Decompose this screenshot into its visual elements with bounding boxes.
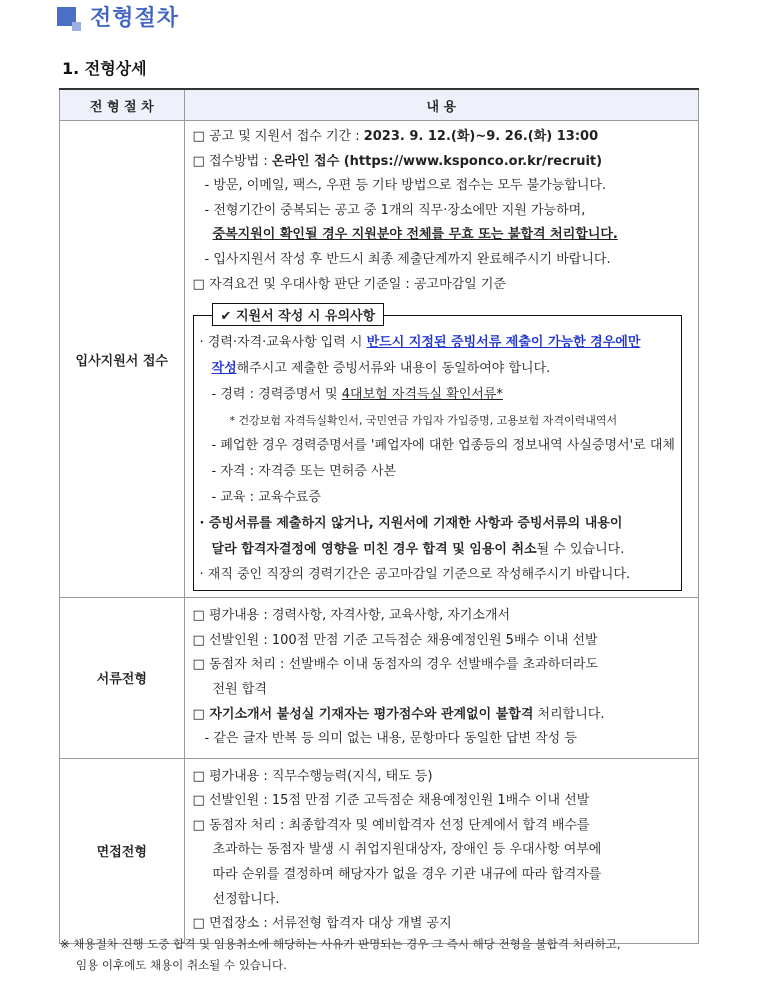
stage-label-document-screening: 서류전형 [60,598,185,759]
list-item: □ 접수방법 : 온라인 접수 (https://www.ksponco.or.kr/recruit) [192,153,603,169]
footnote-line-1: ※ 채용절차 진행 도중 합격 및 임용취소에 해당하는 사유가 판명되는 경우 그 즉시 해당 전형을 불합격 처리하고, [60,937,621,951]
page-title-block [57,0,179,32]
footnote-line-2: 임용 이후에도 채용이 취소될 수 있습니다. [76,958,287,972]
list-item: □ 선발인원 : 100점 만점 기준 고득점순 채용예정인원 5배수 이내 선발 [192,632,598,648]
page-title: 전형절차 [90,5,180,31]
list-item: 전원 합격 [212,681,267,697]
list-item: □ 평가내용 : 경력사항, 자격사항, 교육사항, 자기소개서 [192,608,511,624]
list-item: · 경력·자격·교육사항 입력 시 반드시 지정된 증빙서류 제출이 가능한 경우에만 [199,335,641,351]
list-item: 달라 합격자결정에 영향을 미친 경우 합격 및 임용이 취소될 수 있습니다. [211,541,625,557]
recruit-url: (https://www.ksponco.or.kr/recruit) [339,153,603,169]
list-item: □ 선발인원 : 15점 만점 기준 고득점순 채용예정인원 1배수 이내 선발 [192,793,590,809]
list-item: □ 동점자 처리 : 최종합격자 및 예비합격자 선정 단계에서 합격 배수를 [192,817,590,833]
list-item: 선정합니다. [212,891,280,907]
stage-content-document-screening [184,598,698,759]
list-item: □ 면접장소 : 서류전형 합격자 대상 개별 공지 [192,916,452,932]
list-item: □ 자기소개서 불성실 기재자는 평가점수와 관계없이 불합격 처리합니다. [192,706,605,722]
table-row-document-screening [60,598,699,759]
list-item: 초과하는 동점자 발생 시 취업지원대상자, 장애인 등 우대사항 여부에 [212,842,602,858]
list-item: - 경력 : 경력증명서 및 4대보험 자격득실 확인서류* [211,386,503,402]
list-item: 중복지원이 확인될 경우 지원분야 전체를 무효 또는 불합격 처리합니다. [212,227,618,243]
table-row-application [60,121,699,598]
notice-box-title: ✔ 지원서 작성 시 유의사항 [212,303,385,326]
title-square-icon [57,7,76,26]
list-item: - 입사지원서 작성 후 반드시 최종 제출단계까지 완료해주시기 바랍니다. [204,251,611,267]
footnote [60,934,621,976]
list-item: - 자격 : 자격증 또는 면허증 사본 [211,464,397,480]
list-item: □ 평가내용 : 직무수행능력(지식, 태도 등) [192,768,433,784]
list-item: · 증빙서류를 제출하지 않거나, 지원서에 기재한 사항과 증빙서류의 내용이 [199,515,623,531]
list-item: * 건강보험 자격득실확인서, 국민연금 가입자 가입증명, 고용보험 자격이력내역서 [229,413,618,427]
list-item: - 폐업한 경우 경력증명서를 '폐업자에 대한 업종등의 정보내역 사실증명서'로 대체 [211,438,675,454]
list-item: 작성해주시고 제출한 증빙서류와 내용이 동일하여야 합니다. [211,360,551,376]
notice-box [193,309,682,591]
list-item: · 재직 중인 직장의 경력기간은 공고마감일 기준으로 작성해주시기 바랍니다. [199,567,631,583]
list-item: □ 공고 및 지원서 접수 기간 : 2023. 9. 12.(화)~9. 26.(화) 13:00 [192,129,599,144]
application-period: 2023. 9. 12.(화)~9. 26.(화) 13:00 [363,129,599,144]
header-content: 내 용 [184,89,698,121]
list-item: - 교육 : 교육수료증 [211,489,321,505]
list-item: □ 동점자 처리 : 선발배수 이내 동점자의 경우 선발배수를 초과하더라도 [192,657,599,673]
stage-content-interview [184,758,698,943]
header-stage: 전 형 절 차 [60,89,185,121]
list-item: - 같은 글자 반복 등 의미 없는 내용, 문항마다 동일한 답변 작성 등 [204,731,577,747]
list-item: - 전형기간이 중복되는 공고 중 1개의 직무·장소에만 지원 가능하며, [204,202,586,218]
list-item: □ 자격요건 및 우대사항 판단 기준일 : 공고마감일 기준 [192,276,506,292]
selection-process-table [59,88,699,944]
list-item: 따라 순위를 결정하며 해당자가 없을 경우 기관 내규에 따라 합격자를 [212,867,602,883]
stage-label-application: 입사지원서 접수 [60,121,185,598]
list-item: - 방문, 이메일, 팩스, 우편 등 기타 방법으로 접수는 모두 불가능합니다. [204,178,607,194]
section-title: 1. 전형상세 [62,59,147,78]
stage-label-interview: 면접전형 [60,758,185,943]
stage-content-application [184,121,698,598]
table-row-interview [60,758,699,943]
